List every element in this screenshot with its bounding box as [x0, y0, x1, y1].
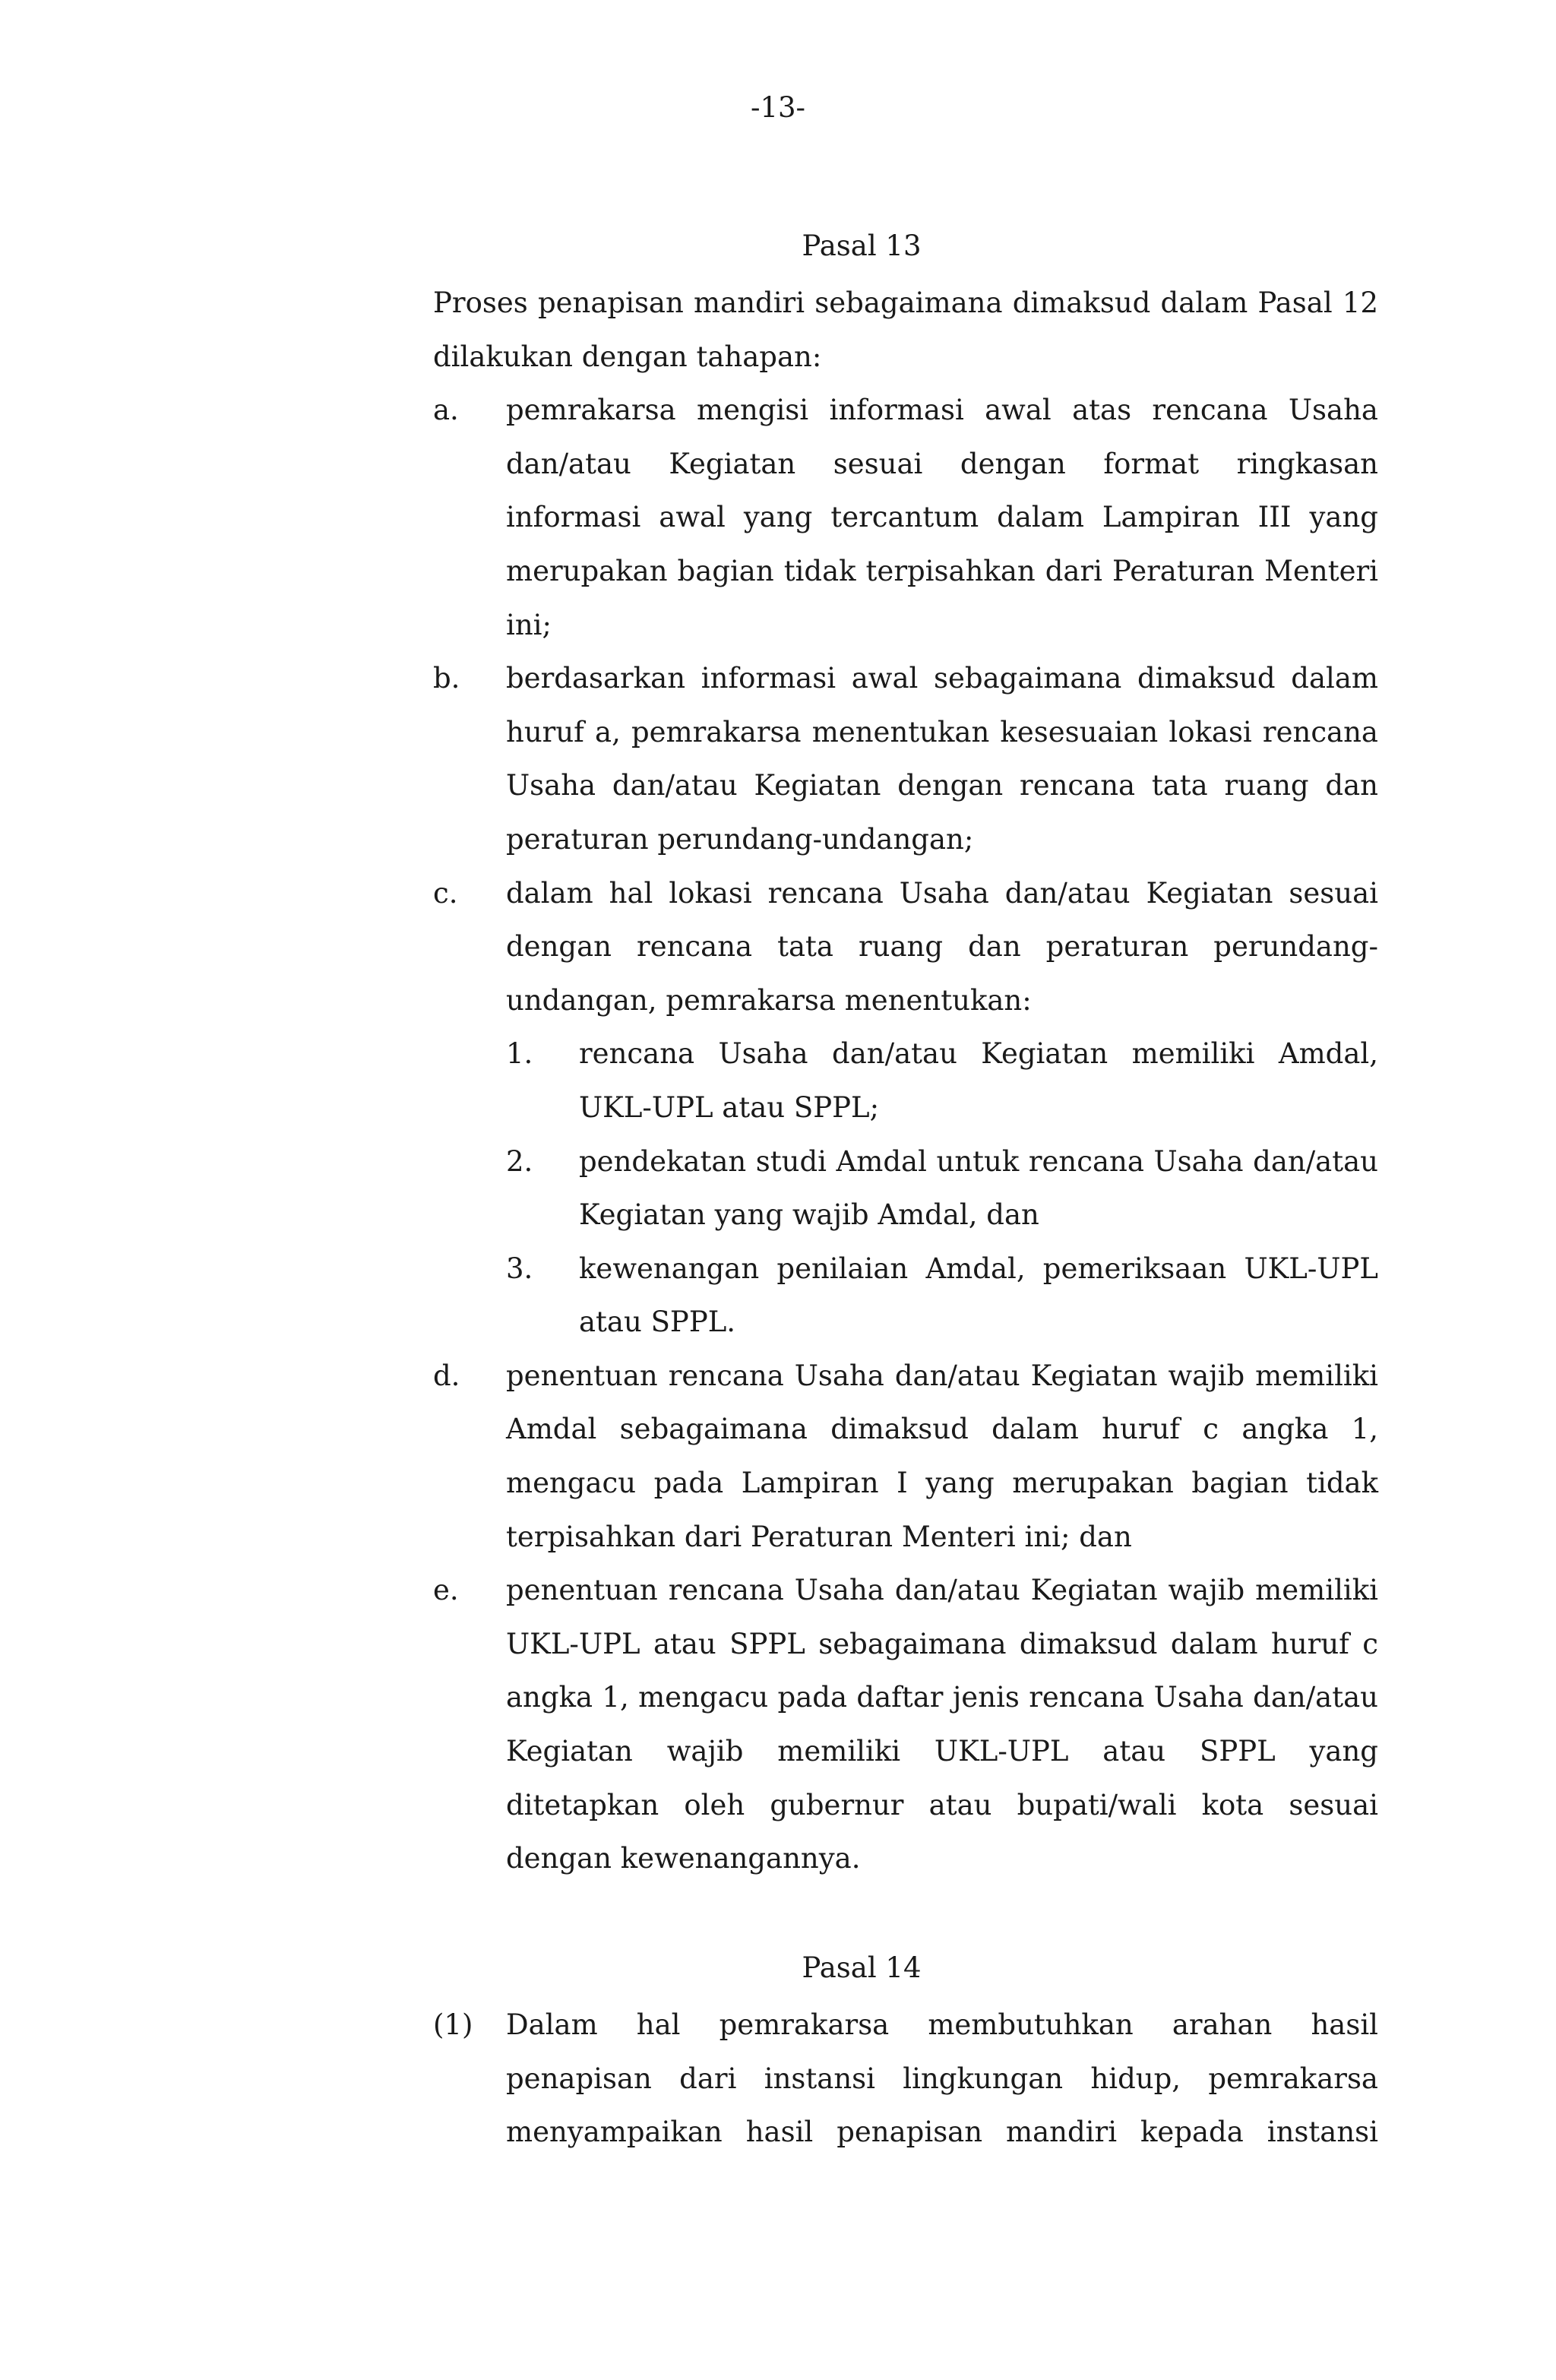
pasal-13-body — [433, 277, 1378, 1886]
sub-item-text: pendekatan studi Amdal untuk rencana Usaha dan/atau Kegiatan yang wajib Amdal, dan — [579, 1144, 1378, 1232]
list-item-text: berdasarkan informasi awal sebagaimana dimaksud dalam huruf a, pemrakarsa menentukan kesesuaian lokasi rencana Usaha dan/atau Kegiatan dengan rencana tata ruang dan peraturan perundang-undangan; — [506, 662, 1378, 856]
sub-list-marker: 3. — [506, 1252, 533, 1285]
list-item-text: dalam hal lokasi rencana Usaha dan/atau Kegiatan sesuai dengan rencana tata ruang dan peraturan perundang-undangan, pemrakarsa menentukan: — [506, 876, 1378, 1017]
sub-item-text: rencana Usaha dan/atau Kegiatan memiliki Amdal, UKL-UPL atau SPPL; — [579, 1037, 1378, 1124]
page-number: -13- — [750, 91, 806, 124]
pasal-14-heading: Pasal 14 — [802, 1951, 922, 1984]
list-item-c — [433, 867, 1378, 1028]
list-marker: a. — [433, 394, 459, 427]
sub-list-marker: 1. — [506, 1037, 533, 1071]
sub-item-text: kewenangan penilaian Amdal, pemeriksaan UKL-UPL atau SPPL. — [579, 1252, 1378, 1339]
sub-list-marker: 2. — [506, 1144, 533, 1178]
list-item-a — [433, 384, 1378, 652]
list-item-d — [433, 1350, 1378, 1564]
list-marker: b. — [433, 662, 460, 695]
list-item-b — [433, 652, 1378, 866]
pasal-13-intro: Proses penapisan mandiri sebagaimana dimaksud dalam Pasal 12 dilakukan dengan tahapan: — [433, 286, 1378, 373]
pasal-14-body — [433, 1999, 1378, 2160]
list-marker: e. — [433, 1574, 459, 1607]
list-marker: d. — [433, 1359, 460, 1392]
list-marker: (1) — [433, 2008, 473, 2041]
list-item-text: Dalam hal pemrakarsa membutuhkan arahan hasil penapisan dari instansi lingkungan hidup, pemrakarsa menyampaikan hasil penapisan mandiri kepada instansi — [506, 2008, 1378, 2149]
list-item-e — [433, 1564, 1378, 1886]
list-marker: c. — [433, 876, 458, 910]
list-item-1 — [433, 1999, 1378, 2160]
list-item-text: pemrakarsa mengisi informasi awal atas rencana Usaha dan/atau Kegiatan sesuai dengan format ringkasan informasi awal yang tercantum dalam Lampiran III yang merupakan bagian tidak terpisahkan dari Peraturan Menteri ini; — [506, 394, 1378, 641]
list-item-text: penentuan rencana Usaha dan/atau Kegiatan wajib memiliki Amdal sebagaimana dimaksud dalam huruf c angka 1, mengacu pada Lampiran I yang merupakan bagian tidak terpisahkan dari Peraturan Menteri ini; dan — [506, 1359, 1378, 1553]
pasal-13-heading: Pasal 13 — [802, 229, 922, 262]
sub-item-2 — [506, 1135, 1378, 1242]
sub-item-1 — [506, 1027, 1378, 1135]
sub-item-3 — [506, 1242, 1378, 1350]
list-item-text: penentuan rencana Usaha dan/atau Kegiatan wajib memiliki UKL-UPL atau SPPL sebagaimana dimaksud dalam huruf c angka 1, mengacu pada daftar jenis rencana Usaha dan/atau Kegiatan wajib memiliki UKL-UPL atau SPPL yang ditetapkan oleh gubernur atau bupati/wali kota sesuai dengan kewenangannya. — [506, 1574, 1378, 1875]
